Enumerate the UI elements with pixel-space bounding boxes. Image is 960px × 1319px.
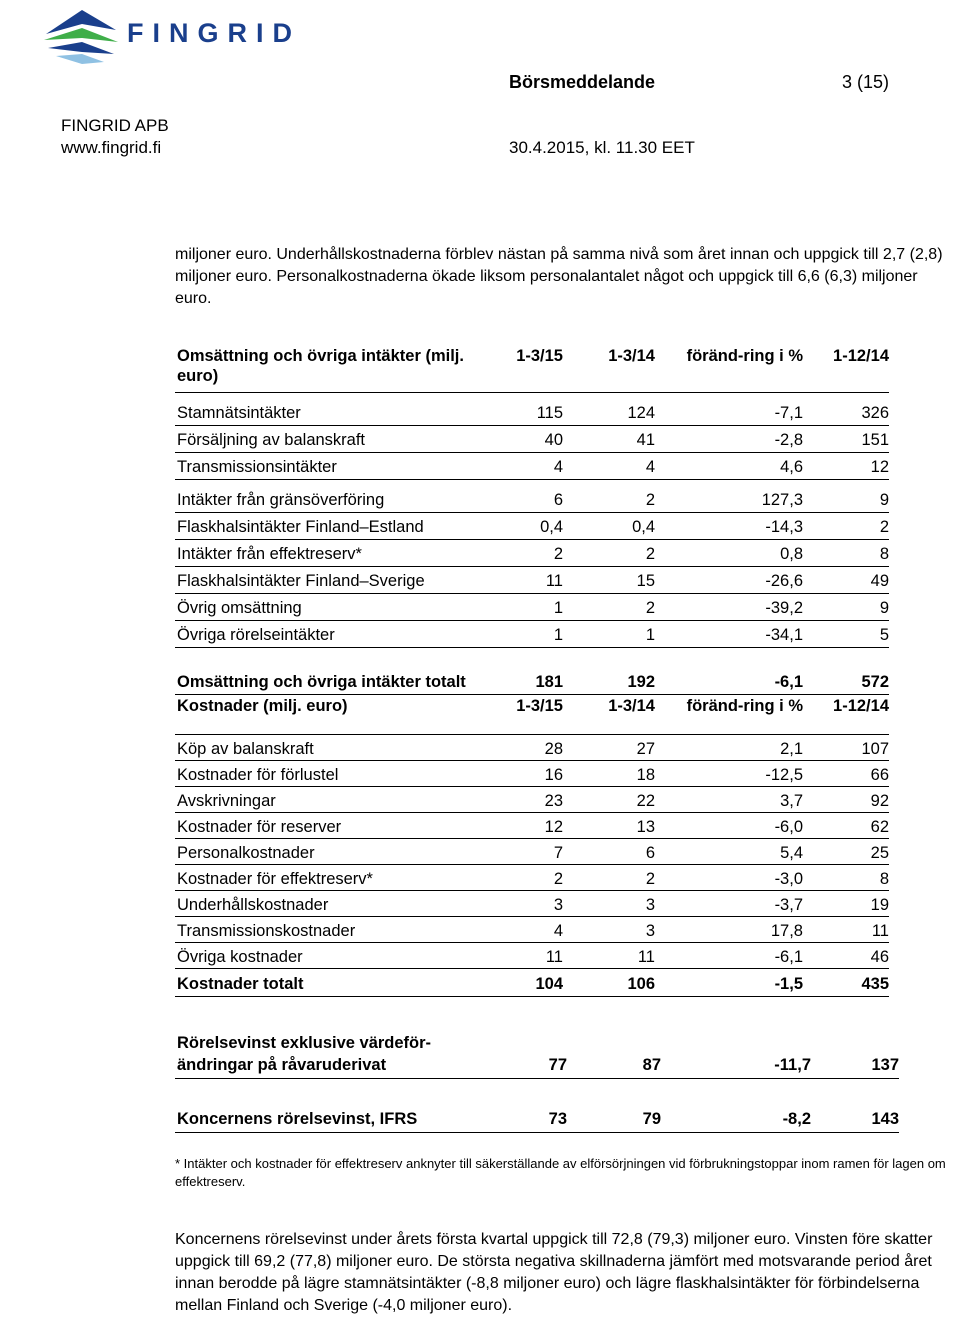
row-label: Kostnader för förlustel — [175, 761, 488, 787]
row-label: Köp av balanskraft — [175, 735, 488, 761]
cell-value: 11 — [803, 917, 889, 943]
cell-value: 7 — [488, 839, 563, 865]
cell-value: 49 — [803, 567, 889, 594]
operating-profit-excl-table — [175, 1032, 899, 1079]
cell-value: 18 — [563, 761, 655, 787]
cell-value: 107 — [803, 735, 889, 761]
cell-value: 46 — [803, 943, 889, 969]
cell-value: 124 — [563, 393, 655, 426]
total-value: -1,5 — [655, 969, 803, 997]
column-header: föränd-ring i % — [686, 697, 803, 715]
cell-value: 12 — [488, 813, 563, 839]
cell-value: 77 — [490, 1032, 567, 1079]
table-row — [175, 393, 889, 426]
cell-value: 15 — [563, 567, 655, 594]
cell-value: 127,3 — [655, 480, 803, 513]
fingrid-logo — [42, 4, 301, 66]
table-row — [175, 787, 889, 813]
cell-value: 25 — [803, 839, 889, 865]
cell-value: 16 — [488, 761, 563, 787]
intro-paragraph: miljoner euro. Underhållskostnaderna förblev nästan på samma nivå som året innan och uppgick till 2,7 (2,8) miljoner euro. Personalkostnaderna ökade liksom personalantalet något och uppgick till 6,6 (6,3) miljoner euro. — [175, 246, 943, 307]
cell-value: 66 — [803, 761, 889, 787]
revenue-table-title: Omsättning och övriga intäkter (milj. euro) — [177, 347, 464, 385]
document-type: Börsmeddelande — [509, 72, 656, 92]
cell-value: 0,4 — [488, 513, 563, 540]
cell-value: -6,1 — [655, 943, 803, 969]
cell-value: 73 — [490, 1108, 567, 1133]
row-label: Övrig omsättning — [175, 594, 488, 621]
cell-value: -3,7 — [655, 891, 803, 917]
table-row — [175, 426, 889, 453]
row-label: Flaskhalsintäkter Finland–Estland — [175, 513, 488, 540]
cell-value: -8,2 — [661, 1108, 811, 1133]
cell-value: 11 — [488, 943, 563, 969]
cell-value: 41 — [563, 426, 655, 453]
cell-value: 6 — [563, 839, 655, 865]
table-row — [175, 813, 889, 839]
cell-value: 0,8 — [655, 540, 803, 567]
total-value: 572 — [803, 648, 889, 695]
cell-value: 2 — [803, 513, 889, 540]
revenue-table — [175, 346, 889, 695]
cell-value: 143 — [811, 1108, 899, 1133]
fingrid-emblem-icon — [42, 4, 122, 66]
cell-value: 87 — [567, 1032, 661, 1079]
row-label: Övriga kostnader — [175, 943, 488, 969]
cell-value: 8 — [803, 865, 889, 891]
table-row — [175, 594, 889, 621]
cell-value: 92 — [803, 787, 889, 813]
table-row — [175, 540, 889, 567]
column-header: 1-12/14 — [833, 697, 889, 715]
row-label: Intäkter från gränsöverföring — [175, 480, 488, 513]
cell-value: -6,0 — [655, 813, 803, 839]
company-url[interactable]: www.fingrid.fi — [61, 138, 162, 157]
total-label: Kostnader totalt — [175, 969, 488, 997]
cell-value: 6 — [488, 480, 563, 513]
cell-value: 1 — [488, 594, 563, 621]
cell-value: -7,1 — [655, 393, 803, 426]
cell-value: 1 — [563, 621, 655, 648]
total-value: 192 — [563, 648, 655, 695]
cell-value: -39,2 — [655, 594, 803, 621]
table-row — [175, 839, 889, 865]
row-label: Stamnätsintäkter — [175, 393, 488, 426]
cell-value: 12 — [803, 453, 889, 480]
total-value: 181 — [488, 648, 563, 695]
footnote: * Intäkter och kostnader för effektreserv anknyter till säkerställande av elförsörjningen vid förbrukningstoppar inom ramen för lagen om effektreserv. — [175, 1156, 946, 1189]
cell-value: 17,8 — [655, 917, 803, 943]
total-label: Omsättning och övriga intäkter totalt — [175, 648, 488, 695]
operating-profit-ifrs-table — [175, 1108, 899, 1133]
cell-value: 4 — [563, 453, 655, 480]
table-row — [175, 735, 889, 761]
cell-value: 4,6 — [655, 453, 803, 480]
cell-value: -34,1 — [655, 621, 803, 648]
cell-value: 151 — [803, 426, 889, 453]
cell-value: -12,5 — [655, 761, 803, 787]
cell-value: 3 — [563, 891, 655, 917]
column-header: 1-3/14 — [608, 697, 655, 715]
page-number: 3 (15) — [842, 72, 890, 92]
cell-value: 137 — [811, 1032, 899, 1079]
cell-value: 2 — [563, 540, 655, 567]
total-value: 106 — [563, 969, 655, 997]
cell-value: 13 — [563, 813, 655, 839]
total-row — [175, 648, 889, 695]
cell-value: -2,8 — [655, 426, 803, 453]
cell-value: 40 — [488, 426, 563, 453]
cell-value: 3 — [488, 891, 563, 917]
cell-value: 4 — [488, 453, 563, 480]
cell-value: 2,1 — [655, 735, 803, 761]
total-value: 435 — [803, 969, 889, 997]
cell-value: -14,3 — [655, 513, 803, 540]
row-label: Försäljning av balanskraft — [175, 426, 488, 453]
cell-value: -3,0 — [655, 865, 803, 891]
cell-value: 0,4 — [563, 513, 655, 540]
publish-date: 30.4.2015, kl. 11.30 EET — [509, 138, 695, 157]
cell-value: 4 — [488, 917, 563, 943]
cell-value: 2 — [488, 865, 563, 891]
cell-value: 62 — [803, 813, 889, 839]
table-row — [175, 865, 889, 891]
cell-value: 28 — [488, 735, 563, 761]
row-label: Kostnader för reserver — [175, 813, 488, 839]
cell-value: 27 — [563, 735, 655, 761]
table-row — [175, 917, 889, 943]
row-label: Personalkostnader — [175, 839, 488, 865]
cell-value: 2 — [563, 480, 655, 513]
row-label: Kostnader för effektreserv* — [175, 865, 488, 891]
row-label: Flaskhalsintäkter Finland–Sverige — [175, 567, 488, 594]
table-row — [175, 761, 889, 787]
total-value: 104 — [488, 969, 563, 997]
cell-value: 326 — [803, 393, 889, 426]
row-label: Avskrivningar — [175, 787, 488, 813]
total-value: -6,1 — [655, 648, 803, 695]
cell-value: 5,4 — [655, 839, 803, 865]
cell-value: 2 — [563, 865, 655, 891]
table-row — [175, 480, 889, 513]
cell-value: 11 — [563, 943, 655, 969]
table-row — [175, 891, 889, 917]
row-label: Rörelsevinst exklusive värdeför-ändringar på råvaruderivat — [175, 1032, 490, 1079]
cell-value: 5 — [803, 621, 889, 648]
row-label: Transmissionskostnader — [175, 917, 488, 943]
row-label: Koncernens rörelsevinst, IFRS — [175, 1108, 490, 1133]
table-row — [175, 513, 889, 540]
table-row — [175, 943, 889, 969]
column-header: 1-3/15 — [516, 347, 563, 365]
cell-value: 1 — [488, 621, 563, 648]
cell-value: 3 — [563, 917, 655, 943]
cost-table-title: Kostnader (milj. euro) — [177, 697, 348, 715]
column-header: 1-12/14 — [833, 347, 889, 365]
cost-table — [175, 696, 889, 997]
row-label: Intäkter från effektreserv* — [175, 540, 488, 567]
table-row — [175, 621, 889, 648]
cell-value: 2 — [563, 594, 655, 621]
cell-value: -11,7 — [661, 1032, 811, 1079]
row-label: Övriga rörelseintäkter — [175, 621, 488, 648]
cell-value: 2 — [488, 540, 563, 567]
logo-wordmark: FINGRID — [127, 18, 301, 48]
table-row — [175, 453, 889, 480]
column-header: 1-3/14 — [608, 347, 655, 365]
cell-value: 11 — [488, 567, 563, 594]
column-header: föränd-ring i % — [686, 347, 803, 365]
cell-value: 8 — [803, 540, 889, 567]
row-label: Underhållskostnader — [175, 891, 488, 917]
cell-value: 9 — [803, 480, 889, 513]
cell-value: 19 — [803, 891, 889, 917]
cell-value: 9 — [803, 594, 889, 621]
cell-value: 22 — [563, 787, 655, 813]
table-row — [175, 567, 889, 594]
cell-value: 3,7 — [655, 787, 803, 813]
cell-value: 115 — [488, 393, 563, 426]
table-row — [175, 1108, 899, 1133]
column-header: 1-3/15 — [516, 697, 563, 715]
cell-value: 23 — [488, 787, 563, 813]
cell-value: -26,6 — [655, 567, 803, 594]
total-row — [175, 969, 889, 997]
table-row — [175, 1032, 899, 1079]
row-label: Transmissionsintäkter — [175, 453, 488, 480]
company-name: FINGRID APB — [61, 116, 169, 135]
outro-paragraph: Koncernens rörelsevinst under årets första kvartal uppgick till 72,8 (79,3) miljoner euro. Vinsten före skatter uppgick till 69,2 (77,8) miljoner euro. De största negativa skillnaderna jämfört med motsvarande period året innan berodde på lägre stamnätsintäkter (-8,8 miljoner euro) och lägre flaskhalsintäkter för förbindelserna mellan Finland och Sverige (-4,0 miljoner euro). — [175, 1231, 933, 1314]
cell-value: 79 — [567, 1108, 661, 1133]
